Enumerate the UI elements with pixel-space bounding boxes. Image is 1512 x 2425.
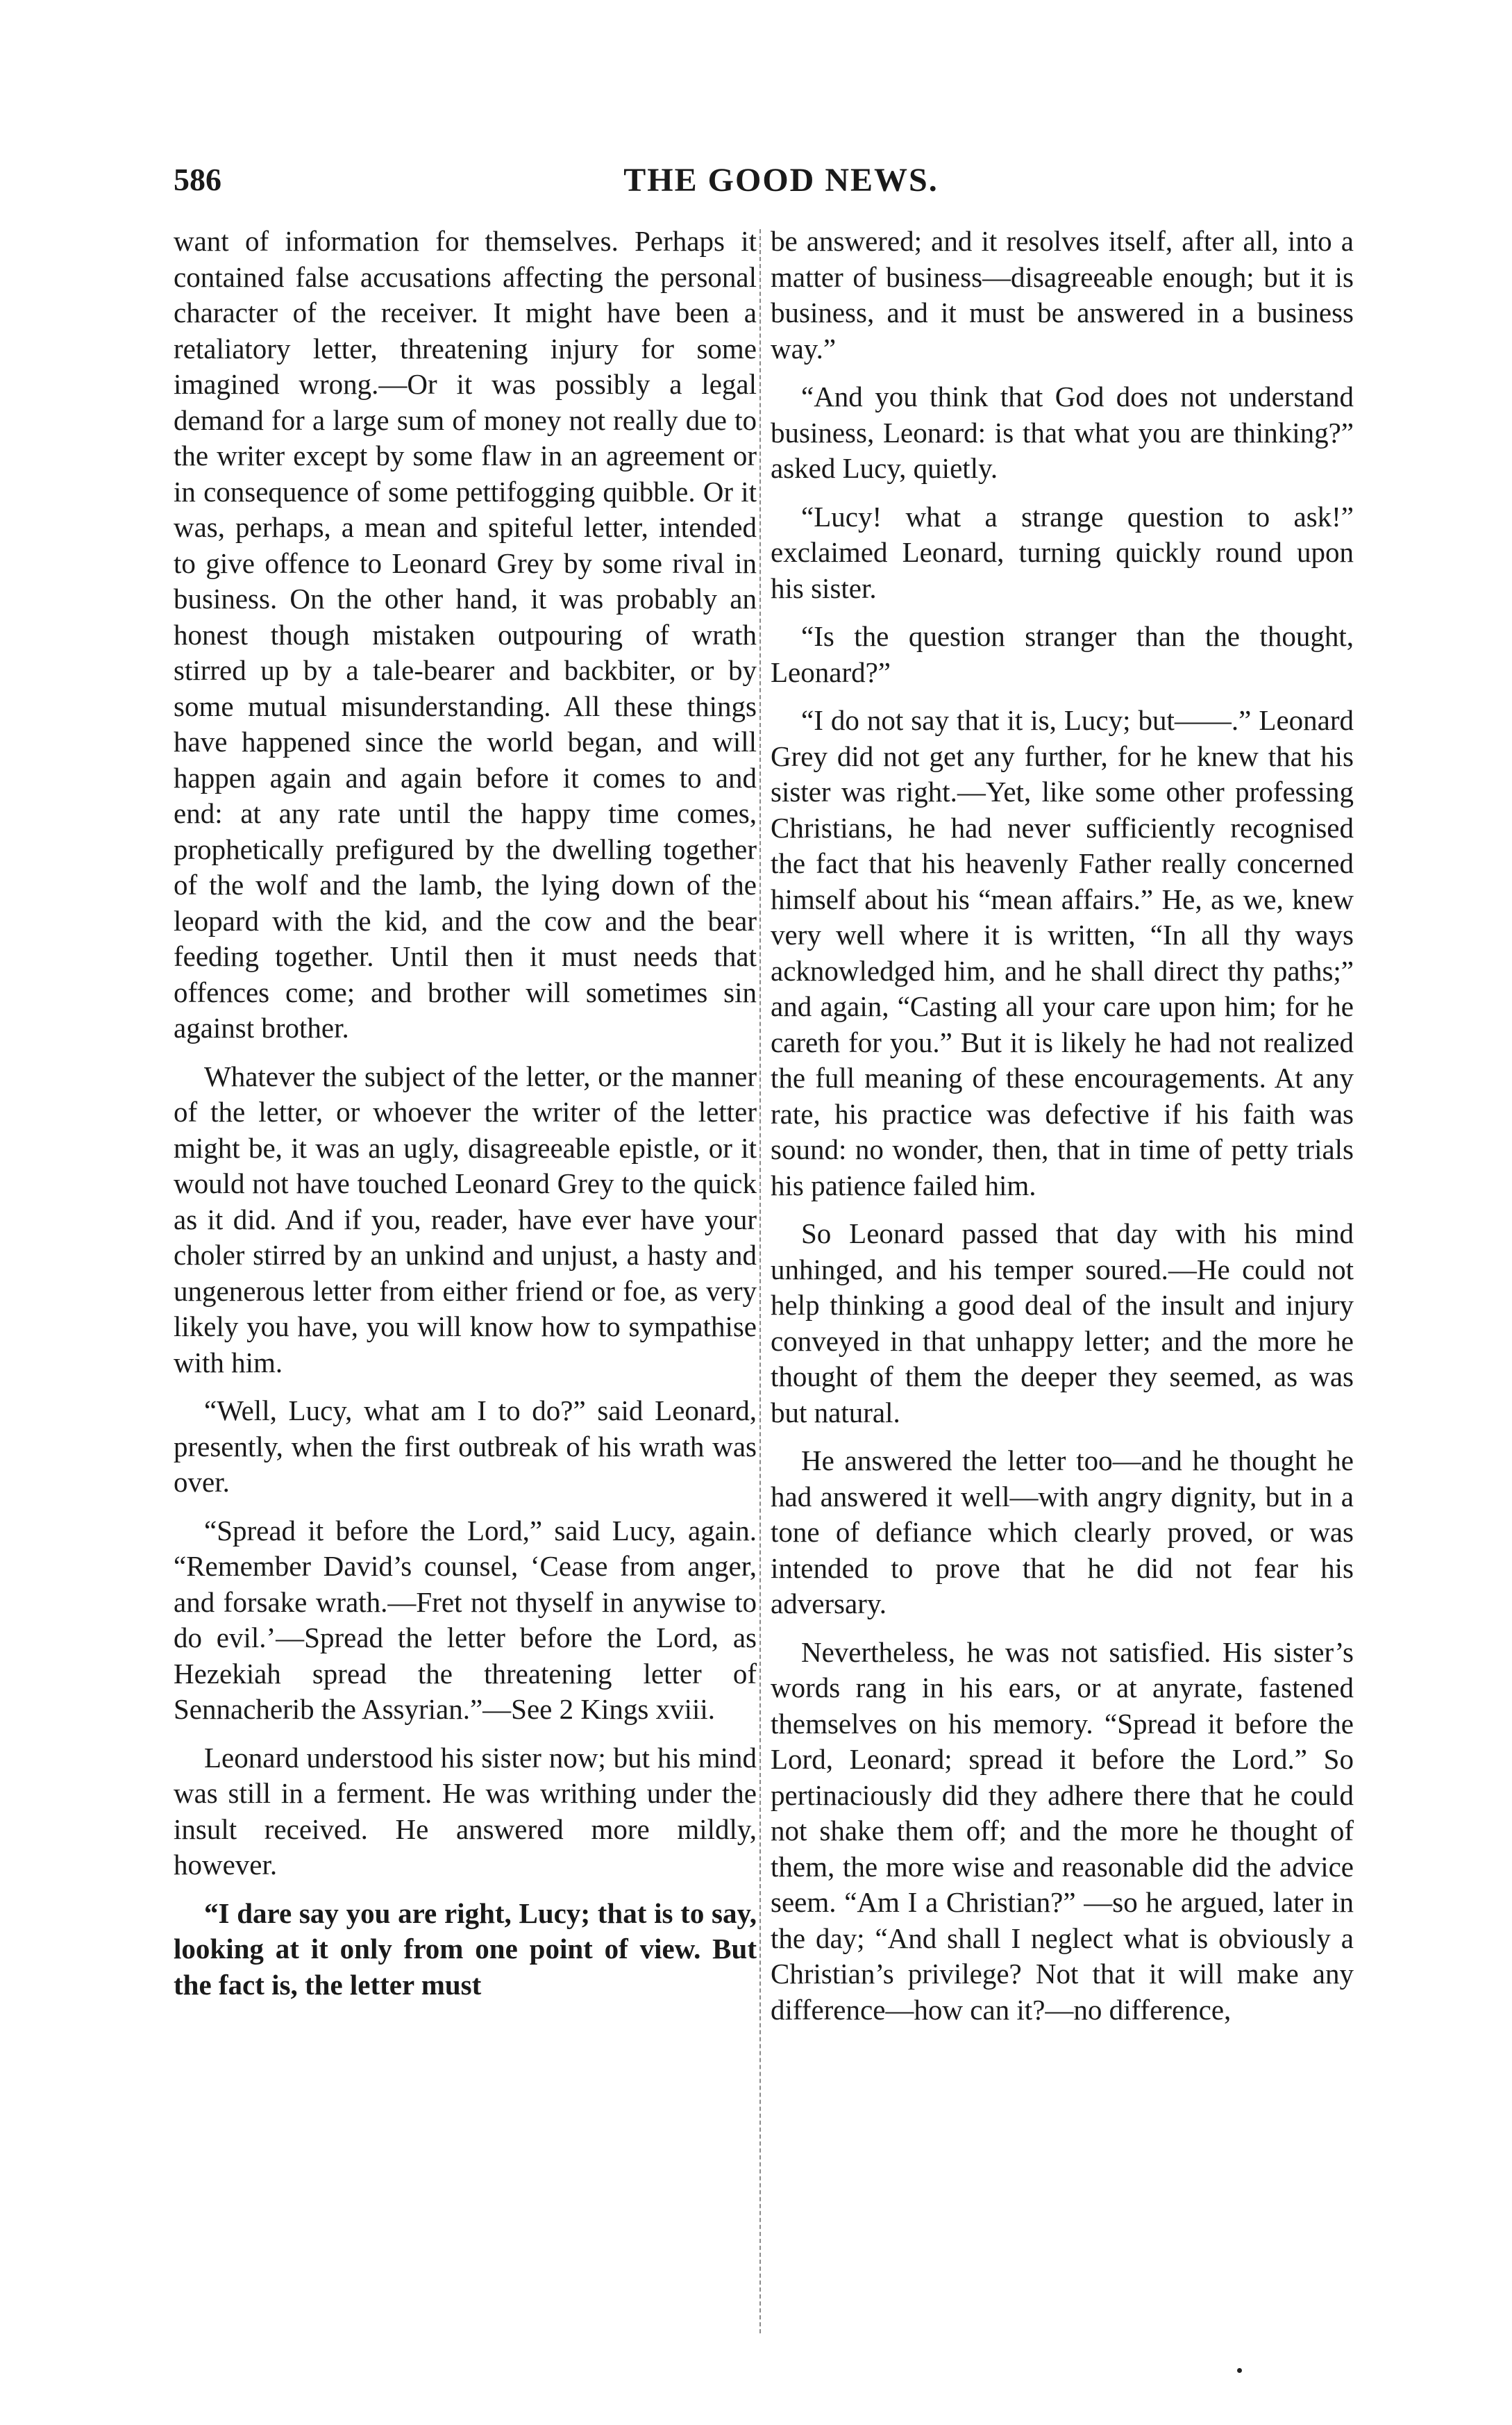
left-paragraph-3: “Well, Lucy, what am I to do?” said Leonard, presently, when the first outbreak of his wrath was over. [174, 1394, 757, 1498]
page-number: 586 [174, 162, 221, 197]
right-paragraph-2: “And you think that God does not understand business, Leonard: is that what you are thinking?” asked Lucy, quietly. [771, 381, 1354, 484]
right-paragraph-4: “Is the question stranger than the thought, Leonard?” [771, 620, 1354, 688]
right-paragraph-8: Nevertheless, he was not satisfied. His sister’s words rang in his ears, or at anyrate, fastened themselves on his memory. “Spread it before the Lord, Leonard; spread it before the Lord.” So pertinaciously did they adhere there that he could not shake them off; and the more he thought of them, the more wise and reasonable did the advice seem. “Am I a Christian?” —so he argued, later in the day; “And shall I neglect what is obviously a Christian’s privilege? Not that it will make any difference—how can it?—no difference, [771, 1635, 1354, 2026]
left-column [174, 224, 757, 2015]
left-paragraph-5: Leonard understood his sister now; but his mind was still in a ferment. He was writhing under the insult received. He answered more mildly, however. [174, 1741, 757, 1881]
right-column [771, 224, 1354, 2040]
right-paragraph-3: “Lucy! what a strange question to ask!” exclaimed Leonard, turning quickly round upon his sister. [771, 500, 1354, 604]
left-paragraph-1: want of information for themselves. Perhaps it contained false accusations affecting the personal character of the receiver. It might have been a retaliatory letter, threatening injury for some imagined wrong.—Or it was possibly a legal demand for a large sum of money not really due to the writer except by some flaw in an agreement or in consequence of some pettifogging quibble. Or it was, perhaps, a mean and spiteful letter, intended to give offence to Leonard Grey by some rival in business. On the other hand, it was probably an honest though mistaken outpouring of wrath stirred up by a tale-bearer and backbiter, or by some mutual misunderstanding. All these things have happened since the world began, and will happen again and again before it comes to and end: at any rate until the happy time comes, prophetically prefigured by the dwelling together of the wolf and the lamb, the lying down of the leopard with the kid, and the cow and the bear feeding together. Until then it must needs that offences come; and brother will sometimes sin against brother. [174, 225, 757, 1044]
left-paragraph-2: Whatever the subject of the letter, or the manner of the letter, or whoever the writer of the letter might be, it was an ugly, disagreeable epistle, or it would not have touched Leonard Grey to the quick as it did. And if you, reader, have ever have your choler stirred by an unkind and unjust, a hasty and ungenerous letter from either friend or foe, as very likely you have, you will know how to sympathise with him. [174, 1060, 757, 1378]
left-paragraph-4: “Spread it before the Lord,” said Lucy, again. “Remember David’s counsel, ‘Cease from anger, and forsake wrath.—Fret not thyself in anywise to do evil.’—Spread the letter before the Lord, as Hezekiah spread the threatening letter of Sennacherib the Assyrian.”—See 2 Kings xviii. [174, 1514, 757, 1725]
right-paragraph-1: be answered; and it resolves itself, after all, into a matter of business—disagreeable enough; but it is business, and it must be answered in a business way.” [771, 225, 1354, 365]
right-paragraph-7: He answered the letter too—and he thought he had answered it well—with angry dignity, but in a tone of defiance which clearly proved, or was intended to prove that he did not fear his adversary. [771, 1444, 1354, 1619]
running-title: THE GOOD NEWS. [623, 162, 939, 199]
page-header [174, 161, 1388, 210]
right-paragraph-5: “I do not say that it is, Lucy; but——.” Leonard Grey did not get any further, for he knew that his sister was right.—Yet, like some other professing Christians, he had never sufficiently recognised the fact that his heavenly Father really concerned himself about his “mean affairs.” He, as we, knew very well where it is written, “In all thy ways acknowledged him, and he shall direct thy paths;” and again, “Casting all your care upon him; for he careth for you.” But it is likely he had not realized the full meaning of these encouragements. At any rate, his practice was defective if his faith was sound: no wonder, then, that in time of petty trials his patience failed him. [771, 704, 1354, 1201]
left-paragraph-6: “I dare say you are right, Lucy; that is to say, looking at it only from one point of view. But the fact is, the letter must [174, 1897, 757, 2001]
ink-dot [1237, 2368, 1242, 2373]
column-divider [759, 229, 761, 2333]
right-paragraph-6: So Leonard passed that day with his mind unhinged, and his temper soured.—He could not help thinking a good deal of the insult and injury conveyed in that unhappy letter; and the more he thought of them the deeper they seemed, as was but natural. [771, 1217, 1354, 1428]
